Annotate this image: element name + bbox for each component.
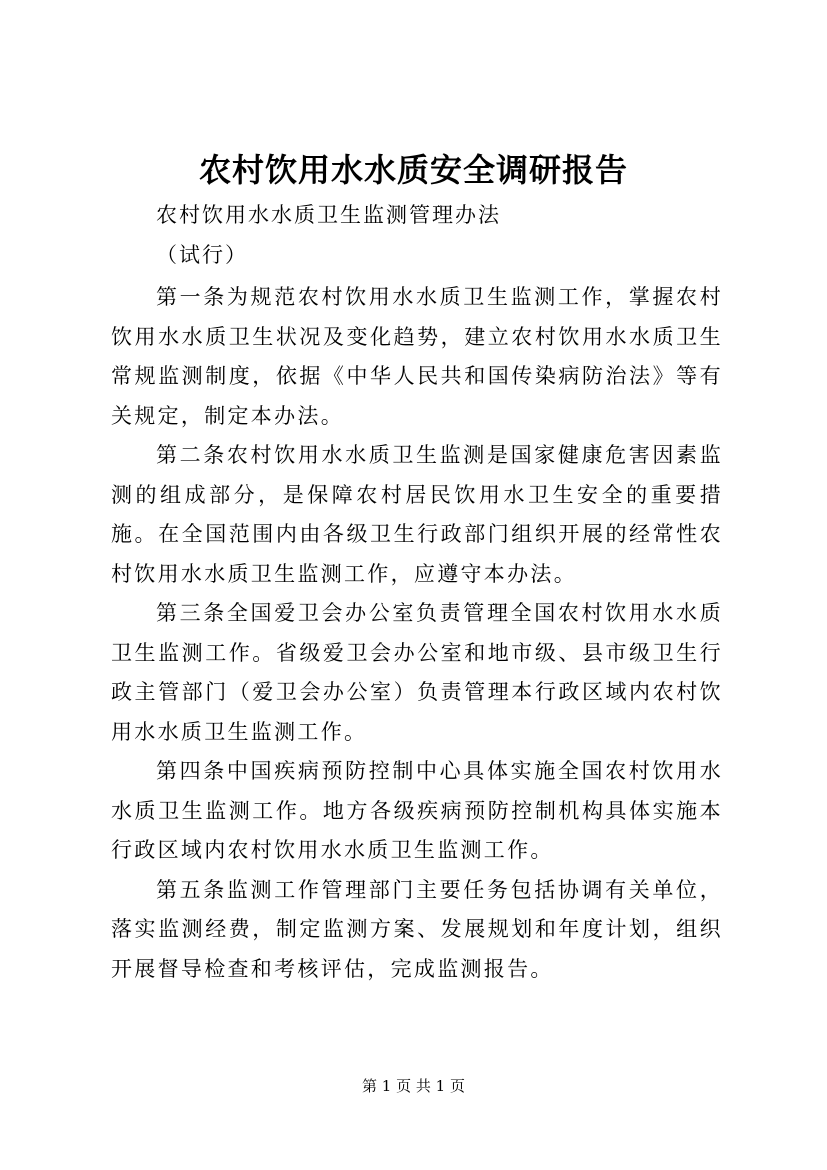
document-subtitle: 农村饮用水水质卫生监测管理办法	[156, 203, 501, 227]
article-paragraph-3: 第三条全国爱卫会办公室负责管理全国农村饮用水水质卫生监测工作。省级爱卫会办公室和地市级、县市级卫生行政主管部门（爱卫会办公室）负责管理本行政区域内农村饮用水水质卫生监测工作。	[111, 601, 723, 744]
article-paragraph-1: 第一条为规范农村饮用水水质卫生监测工作，掌握农村饮用水水质卫生状况及变化趋势，建立农村饮用水水质卫生常规监测制度，依据《中华人民共和国传染病防治法》等有关规定，制定本办法。	[111, 285, 723, 428]
document-body	[111, 278, 723, 989]
article-paragraph-2: 第二条农村饮用水水质卫生监测是国家健康危害因素监测的组成部分，是保障农村居民饮用水卫生安全的重要措施。在全国范围内由各级卫生行政部门组织开展的经常性农村饮用水水质卫生监测工作，应遵守本办法。	[111, 443, 723, 586]
document-title: 农村饮用水水质安全调研报告	[198, 151, 628, 189]
trial-note: （试行）	[156, 243, 248, 267]
article-paragraph-5: 第五条监测工作管理部门主要任务包括协调有关单位，落实监测经费，制定监测方案、发展规划和年度计划，组织开展督导检查和考核评估，完成监测报告。	[111, 877, 723, 981]
article-paragraph-4: 第四条中国疾病预防控制中心具体实施全国农村饮用水水质卫生监测工作。地方各级疾病预防控制机构具体实施本行政区域内农村饮用水水质卫生监测工作。	[111, 759, 723, 862]
page-footer: 第 1 页 共 1 页	[362, 1077, 465, 1095]
